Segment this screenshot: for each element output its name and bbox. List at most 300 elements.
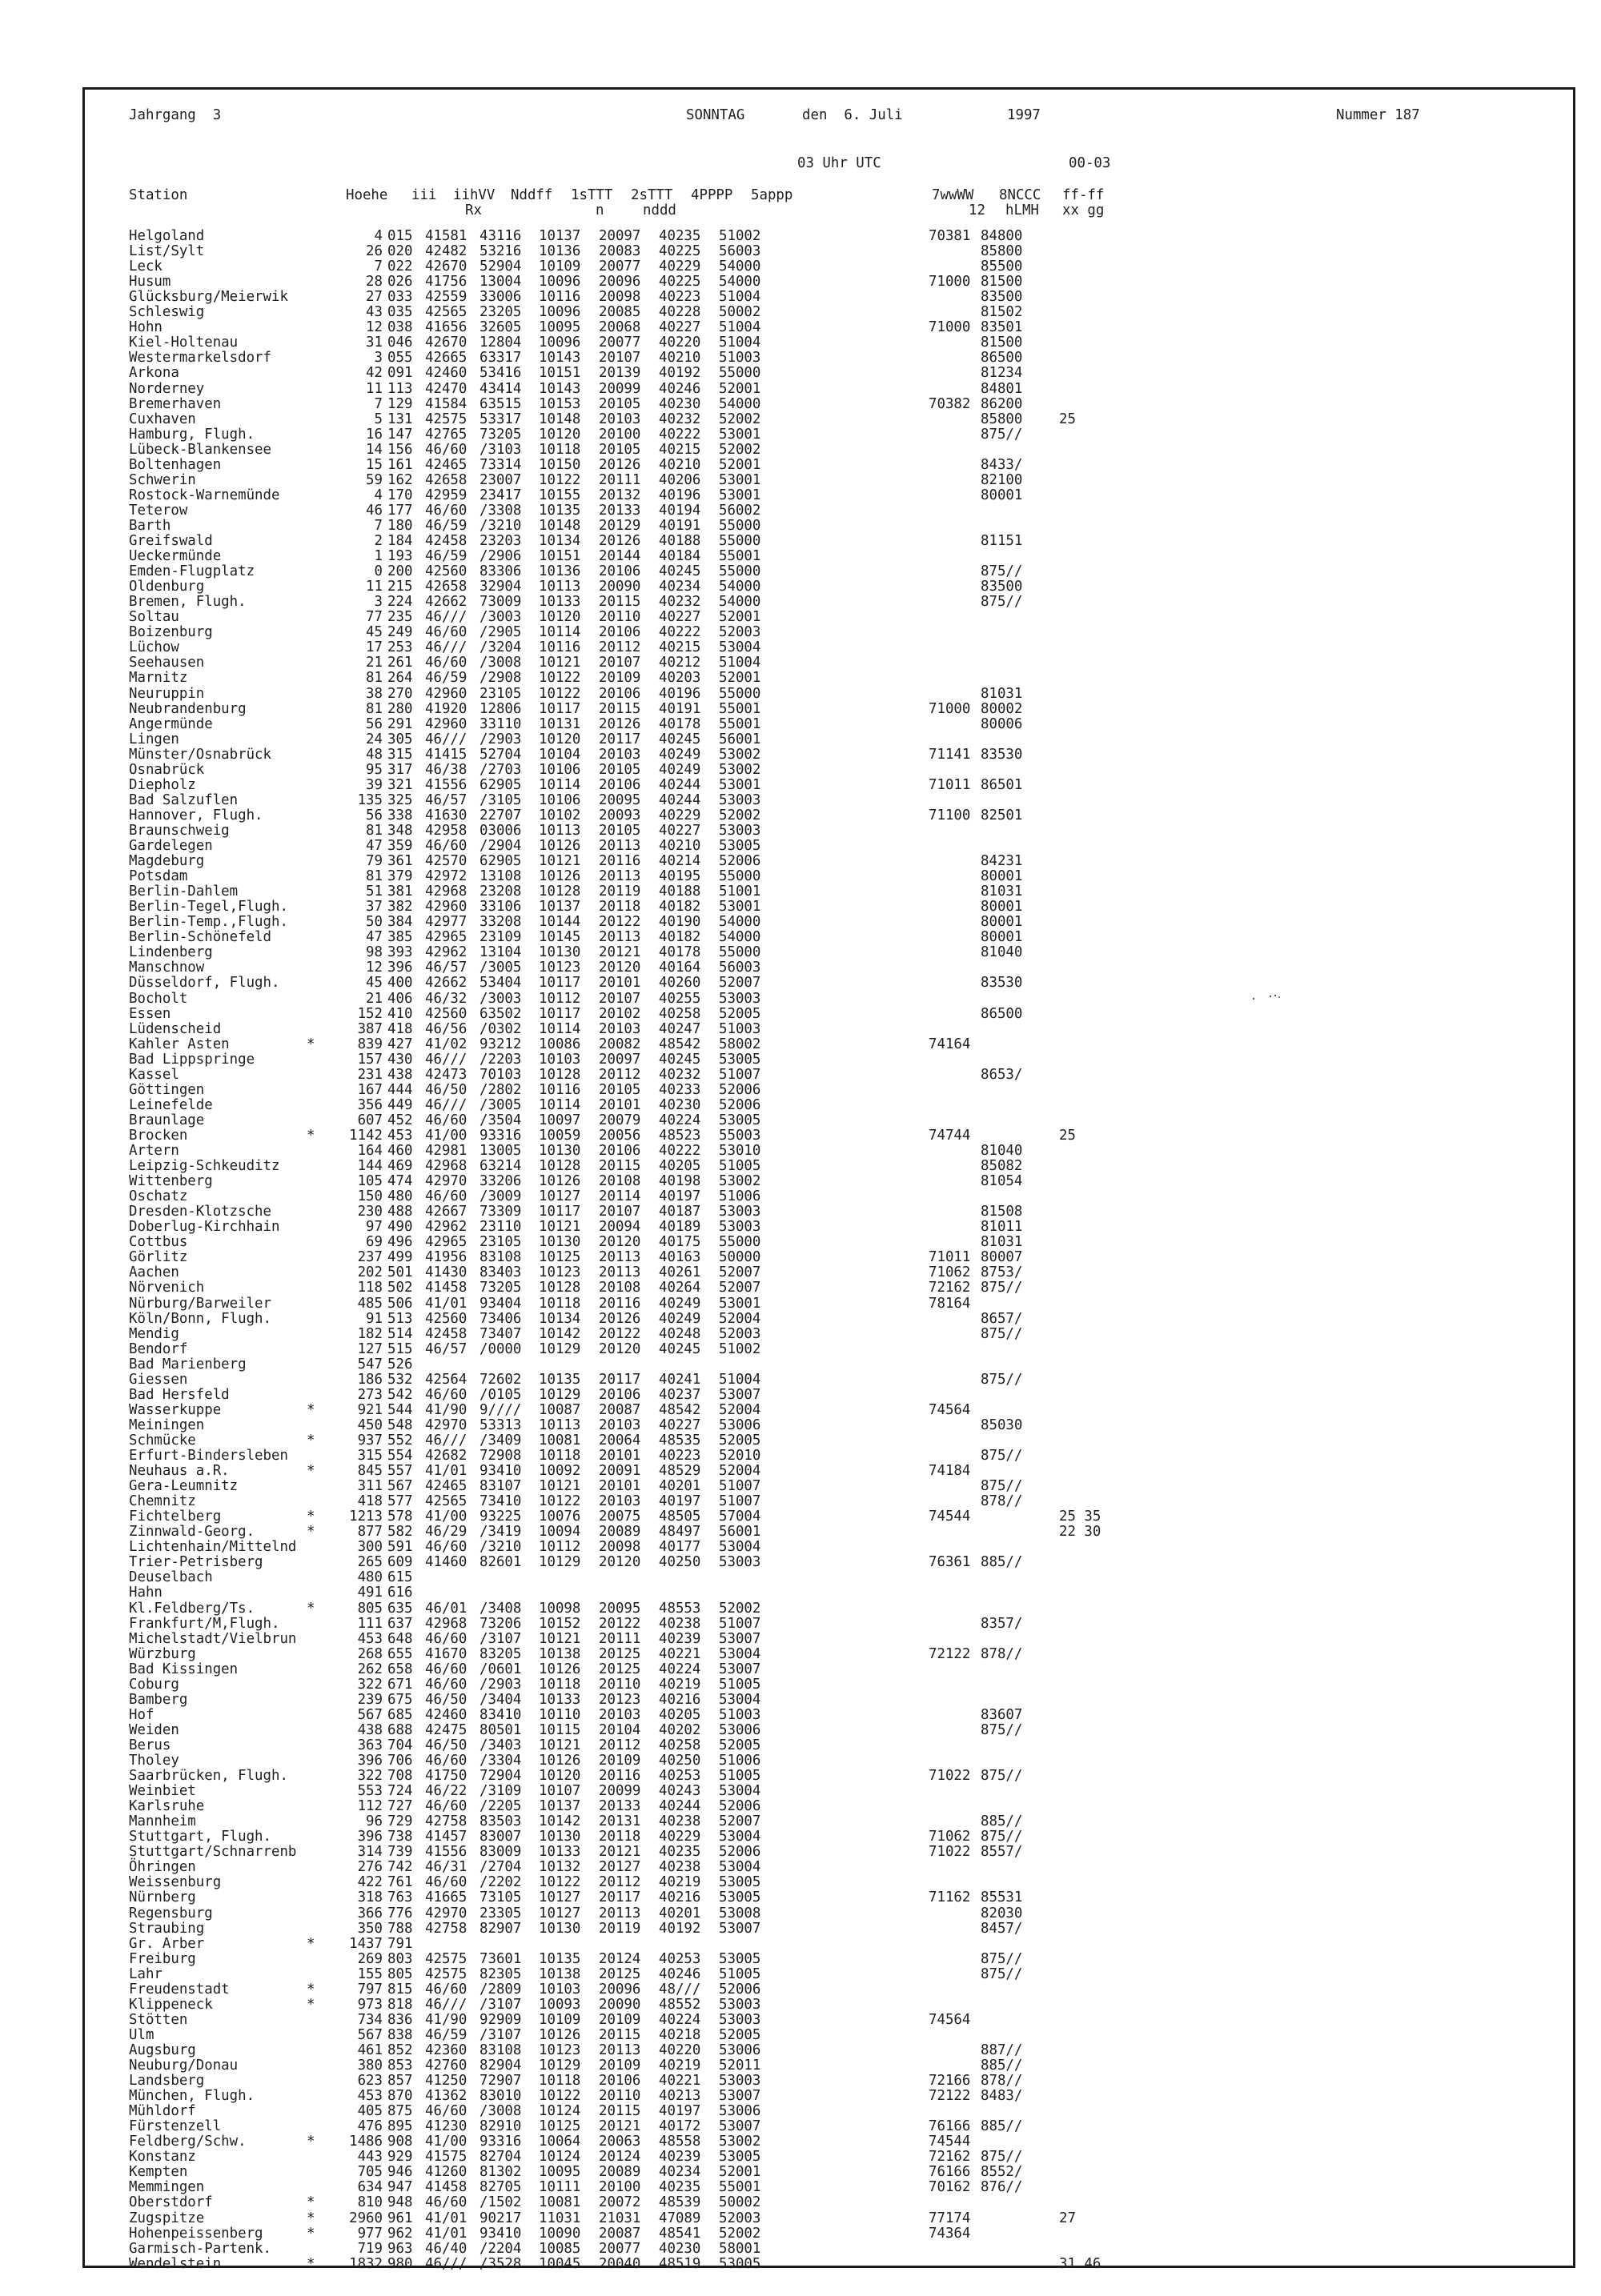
table-row [0,2058,1601,2074]
station-id: 616 [387,1585,413,1601]
table-row [0,290,1601,305]
table-row [0,1113,1601,1128]
iihvv: 46/// [425,2255,467,2272]
table-row [0,747,1601,763]
pressure: 40197 [659,2103,701,2120]
temp-2: 20120 [599,960,641,976]
nddff: 53216 [479,243,522,260]
temp-1: 10133 [539,1691,581,1708]
station-name: Düsseldorf, Flugh. [129,975,280,992]
station-id: 338 [387,807,413,823]
station-name: Oldenburg [129,579,205,595]
table-row [0,1693,1601,1708]
pressure: 40192 [659,1920,701,1937]
table-row [0,839,1601,854]
tendency: 53004 [719,1783,761,1800]
table-row [0,244,1601,259]
nddff: 33110 [479,715,522,732]
table-row [0,2043,1601,2058]
cloud: 875// [981,1371,1023,1388]
temp-1: 10137 [539,228,581,244]
station-name: Kl.Feldberg/Ts. [129,1600,255,1617]
tendency: 53007 [719,1386,761,1403]
station-id: 815 [387,1981,413,1997]
station-name: Coburg [129,1676,179,1693]
height: 28 [366,274,383,291]
pressure: 40237 [659,1386,701,1403]
height: 7 [374,258,383,275]
temp-2: 20105 [599,395,641,412]
tendency: 53004 [719,639,761,656]
iihvv: 46/60 [425,1753,467,1769]
tendency: 56003 [719,960,761,976]
iihvv: 42460 [425,365,467,382]
header-volume: Jahrgang 3 [129,107,222,123]
temp-2: 20121 [599,1844,641,1861]
temp-2: 20117 [599,731,641,747]
iihvv: 41/01 [425,1295,467,1312]
height: 79 [366,853,383,870]
table-row [0,534,1601,549]
table-row [0,1357,1601,1372]
iihvv: 42970 [425,1416,467,1433]
iihvv: 46/60 [425,624,467,641]
table-row [0,2013,1601,2028]
tendency: 52003 [719,2210,761,2226]
weather: 72162 [929,2149,971,2166]
pressure: 40210 [659,838,701,854]
cloud: 80007 [981,1249,1023,1266]
table-row [0,1220,1601,1235]
weather: 72122 [929,2088,971,2105]
station-id: 739 [387,1844,413,1861]
nddff: 63502 [479,1005,522,1022]
tendency: 53007 [719,1630,761,1647]
table-row [0,1601,1601,1617]
table-row [0,335,1601,351]
temp-1: 10152 [539,1615,581,1632]
temp-2: 20106 [599,1386,641,1403]
height: 480 [357,1569,383,1586]
table-row [0,397,1601,412]
station-name: Fürstenzell [129,2118,222,2135]
tendency: 51005 [719,1768,761,1785]
temp-2: 20105 [599,441,641,458]
table-row [0,1906,1601,1921]
station-name: Meiningen [129,1416,205,1433]
table-row [0,945,1601,960]
height: 81 [366,670,383,687]
iihvv: 42970 [425,1905,467,1921]
table-row [0,1128,1601,1144]
height: 27 [366,289,383,306]
pressure: 40244 [659,791,701,808]
station-name: Ulm [129,2026,154,2043]
station-name: Teterow [129,502,188,519]
pressure: 40232 [659,411,701,427]
tendency: 53007 [719,1920,761,1937]
nddff: 23203 [479,533,522,549]
iihvv: 46/60 [425,1386,467,1403]
height: 877 [357,1524,383,1541]
temp-2: 20112 [599,1737,641,1753]
temp-1: 10120 [539,1768,581,1785]
iihvv: 42765 [425,426,467,443]
tendency: 52005 [719,1005,761,1022]
nddff: /2203 [479,1051,522,1068]
station-id: 658 [387,1661,413,1677]
temp-1: 10106 [539,761,581,778]
pressure: 40229 [659,258,701,275]
col-t2: 2sTTT [631,187,673,203]
temp-2: 20111 [599,471,641,488]
tendency: 54000 [719,929,761,946]
nddff: /3210 [479,1539,522,1556]
pressure: 48553 [659,1600,701,1617]
nddff: 73009 [479,594,522,611]
iihvv: 46/60 [425,1874,467,1891]
station-id: 803 [387,1950,413,1967]
temp-1: 10129 [539,1386,581,1403]
station-name: Tholey [129,1753,179,1769]
table-row [0,1144,1601,1159]
cloud: 878// [981,1645,1023,1662]
col-iihvv: iihVV [453,187,496,203]
temp-2: 20101 [599,1448,641,1464]
header-weekday: SONNTAG [686,107,745,123]
nddff: 63317 [479,350,522,367]
pressure: 40216 [659,1889,701,1906]
nddff: 23007 [479,471,522,488]
nddff: 73410 [479,1493,522,1510]
temp-1: 10114 [539,1096,581,1113]
iihvv: 41670 [425,1645,467,1662]
temp-1: 10122 [539,685,581,702]
height: 15 [366,456,383,473]
iihvv: 42970 [425,1173,467,1190]
temp-1: 10097 [539,1112,581,1128]
table-row [0,2089,1601,2104]
table-row [0,595,1601,610]
table-row [0,1296,1601,1312]
station-name: Potsdam [129,868,188,885]
nddff: /3304 [479,1753,522,1769]
temp-2: 20040 [599,2255,641,2272]
station-id: 544 [387,1401,413,1418]
nddff: /3103 [479,441,522,458]
station-id: 499 [387,1249,413,1266]
tendency: 52006 [719,1844,761,1861]
table-row [0,2104,1601,2119]
station-id: 430 [387,1051,413,1068]
temp-2: 20082 [599,1036,641,1052]
nddff: 73406 [479,1310,522,1327]
temp-2: 20123 [599,1691,641,1708]
tendency: 54000 [719,395,761,412]
tendency: 55000 [719,563,761,580]
temp-2: 20103 [599,1493,641,1510]
table-row [0,1449,1601,1464]
nddff: 93316 [479,1127,522,1144]
station-id: 548 [387,1416,413,1433]
station-id: 180 [387,517,413,534]
station-id: 291 [387,715,413,732]
iihvv: 46/60 [425,1798,467,1815]
cloud: 81234 [981,365,1023,382]
station-id: 724 [387,1783,413,1800]
pressure: 40213 [659,2088,701,2105]
tendency: 53002 [719,761,761,778]
tendency: 52006 [719,1981,761,1997]
pressure: 48541 [659,2225,701,2242]
height: 268 [357,1645,383,1662]
pressure: 40198 [659,1173,701,1190]
iihvv: 42465 [425,1478,467,1495]
height: 396 [357,1829,383,1845]
nddff: 23105 [479,685,522,702]
temp-1: 10143 [539,350,581,367]
tendency: 52004 [719,1401,761,1418]
station-name: Husum [129,274,171,291]
temp-1: 10120 [539,426,581,443]
tendency: 55000 [719,944,761,961]
temp-2: 20103 [599,1416,641,1433]
iihvv: 41/00 [425,1509,467,1525]
station-name: Marnitz [129,670,188,687]
tendency: 53003 [719,1554,761,1571]
cloud: 83500 [981,579,1023,595]
station-id: 113 [387,380,413,397]
temp-2: 20106 [599,1143,641,1159]
cloud: 80006 [981,715,1023,732]
tendency: 53004 [719,1691,761,1708]
temp-2: 20101 [599,975,641,992]
pressure: 40201 [659,1905,701,1921]
height: 418 [357,1493,383,1510]
table-row [0,229,1601,244]
temp-1: 10106 [539,791,581,808]
temp-2: 20096 [599,274,641,291]
iihvv: 42960 [425,715,467,732]
height: 1437 [349,1935,383,1952]
temp-2: 20109 [599,670,641,687]
temp-1: 10129 [539,1554,581,1571]
station-id: 836 [387,2011,413,2028]
temp-2: 20087 [599,1401,641,1418]
pressure: 40223 [659,1448,701,1464]
tendency: 55001 [719,715,761,732]
pressure: 40232 [659,1066,701,1083]
temp-2: 20122 [599,1615,641,1632]
temp-1: 10104 [539,746,581,763]
station-id: 235 [387,609,413,626]
table-row [0,1753,1601,1769]
height: 805 [357,1600,383,1617]
station-name: Straubing [129,1920,205,1937]
station-id: 708 [387,1768,413,1785]
height: 705 [357,2164,383,2181]
nddff: /3107 [479,1630,522,1647]
iihvv: 46/57 [425,791,467,808]
station-id: 321 [387,776,413,793]
temp-1: 10112 [539,990,581,1007]
temp-2: 20098 [599,1539,641,1556]
temp-2: 20101 [599,1478,641,1495]
iihvv: 41/90 [425,1401,467,1418]
tendency: 51002 [719,228,761,244]
station-name: Angermünde [129,715,213,732]
pressure: 40235 [659,228,701,244]
tendency: 52001 [719,609,761,626]
station-id: 418 [387,1020,413,1037]
pressure: 40218 [659,2026,701,2043]
temp-1: 10143 [539,380,581,397]
temp-1: 10133 [539,1844,581,1861]
temp-1: 10113 [539,1416,581,1433]
cloud: 81151 [981,533,1023,549]
nddff: 83306 [479,563,522,580]
temp-2: 20063 [599,2134,641,2150]
height: 98 [366,944,383,961]
tendency: 56003 [719,243,761,260]
temp-1: 10121 [539,853,581,870]
iihvv: 42758 [425,1920,467,1937]
temp-2: 20101 [599,1096,641,1113]
height: 422 [357,1874,383,1891]
nddff: /3105 [479,791,522,808]
table-row [0,564,1601,579]
table-row [0,1799,1601,1814]
temp-2: 20124 [599,2149,641,2166]
tendency: 51007 [719,1615,761,1632]
station-id: 980 [387,2255,413,2272]
tendency: 52001 [719,456,761,473]
temp-2: 20119 [599,884,641,900]
nddff: 72908 [479,1448,522,1464]
station-id: 270 [387,685,413,702]
mountain-mark: * [307,1509,315,1525]
station-name: Helgoland [129,228,205,244]
iihvv: 46/60 [425,1981,467,1997]
nddff: /3210 [479,517,522,534]
pressure: 48519 [659,2255,701,2272]
height: 182 [357,1325,383,1342]
nddff: 73407 [479,1325,522,1342]
height: 17 [366,639,383,656]
station-name: Lichtenhain/Mittelnd [129,1539,297,1556]
table-row [0,2119,1601,2134]
temp-2: 20107 [599,1204,641,1220]
temp-1: 10096 [539,304,581,321]
iihvv: 42682 [425,1448,467,1464]
table-row [0,1937,1601,1952]
station-id: 838 [387,2026,413,2043]
station-id: 648 [387,1630,413,1647]
temp-1: 10102 [539,807,581,823]
pressure: 40203 [659,670,701,687]
height: 3 [374,350,383,367]
height: 276 [357,1859,383,1876]
nddff: /3003 [479,609,522,626]
header-year: 1997 [1007,107,1041,123]
temp-2: 20091 [599,1463,641,1480]
cloud: 81011 [981,1219,1023,1236]
station-id: 469 [387,1158,413,1175]
cloud: 84800 [981,228,1023,244]
temp-2: 20131 [599,1813,641,1830]
height: 12 [366,319,383,336]
temp-1: 10128 [539,1280,581,1296]
weather: 71162 [929,1889,971,1906]
tendency: 56001 [719,731,761,747]
station-name: Neuruppin [129,685,205,702]
station-name: Konstanz [129,2149,196,2166]
cloud: 83501 [981,319,1023,336]
temp-2: 20075 [599,1509,641,1525]
station-name: Bad Kissingen [129,1661,239,1677]
pressure: 40224 [659,1112,701,1128]
station-id: 359 [387,838,413,854]
station-name: Diepholz [129,776,196,793]
height: 1142 [349,1127,383,1144]
nddff: 33006 [479,289,522,306]
temp-1: 10122 [539,670,581,687]
nddff: 32605 [479,319,522,336]
temp-1: 10116 [539,639,581,656]
height: 46 [366,502,383,519]
nddff: 82704 [479,2149,522,2166]
pressure: 40221 [659,2073,701,2090]
iihvv: 46/40 [425,2240,467,2257]
temp-2: 20107 [599,990,641,1007]
station-id: 729 [387,1813,413,1830]
nddff: 22707 [479,807,522,823]
temp-2: 20120 [599,1234,641,1251]
station-name: Freudenstadt [129,1981,230,1997]
tendency: 53001 [719,899,761,916]
pressure: 48/// [659,1981,701,1997]
temp-2: 20109 [599,1753,641,1769]
height: 3 [374,594,383,611]
nddff: 83010 [479,2088,522,2105]
temp-1: 10113 [539,579,581,595]
pressure: 48542 [659,1401,701,1418]
table-row [0,1540,1601,1555]
station-id: 577 [387,1493,413,1510]
temp-1: 10130 [539,1920,581,1937]
mountain-mark: * [307,1600,315,1617]
table-row [0,473,1601,488]
temp-2: 20103 [599,1020,641,1037]
temp-1: 10115 [539,1721,581,1738]
tendency: 54000 [719,579,761,595]
pressure: 40224 [659,1661,701,1677]
pressure: 40260 [659,975,701,992]
nddff: /3009 [479,1188,522,1205]
height: 202 [357,1264,383,1281]
tendency: 51006 [719,1753,761,1769]
pressure: 40215 [659,441,701,458]
pressure: 40258 [659,1005,701,1022]
tendency: 54000 [719,258,761,275]
tendency: 52003 [719,1325,761,1342]
iihvv: 46/60 [425,655,467,671]
weather: 72162 [929,1280,971,1296]
height: 273 [357,1386,383,1403]
table-row [0,1189,1601,1204]
station-name: Regensburg [129,1905,213,1921]
pressure: 40222 [659,624,701,641]
